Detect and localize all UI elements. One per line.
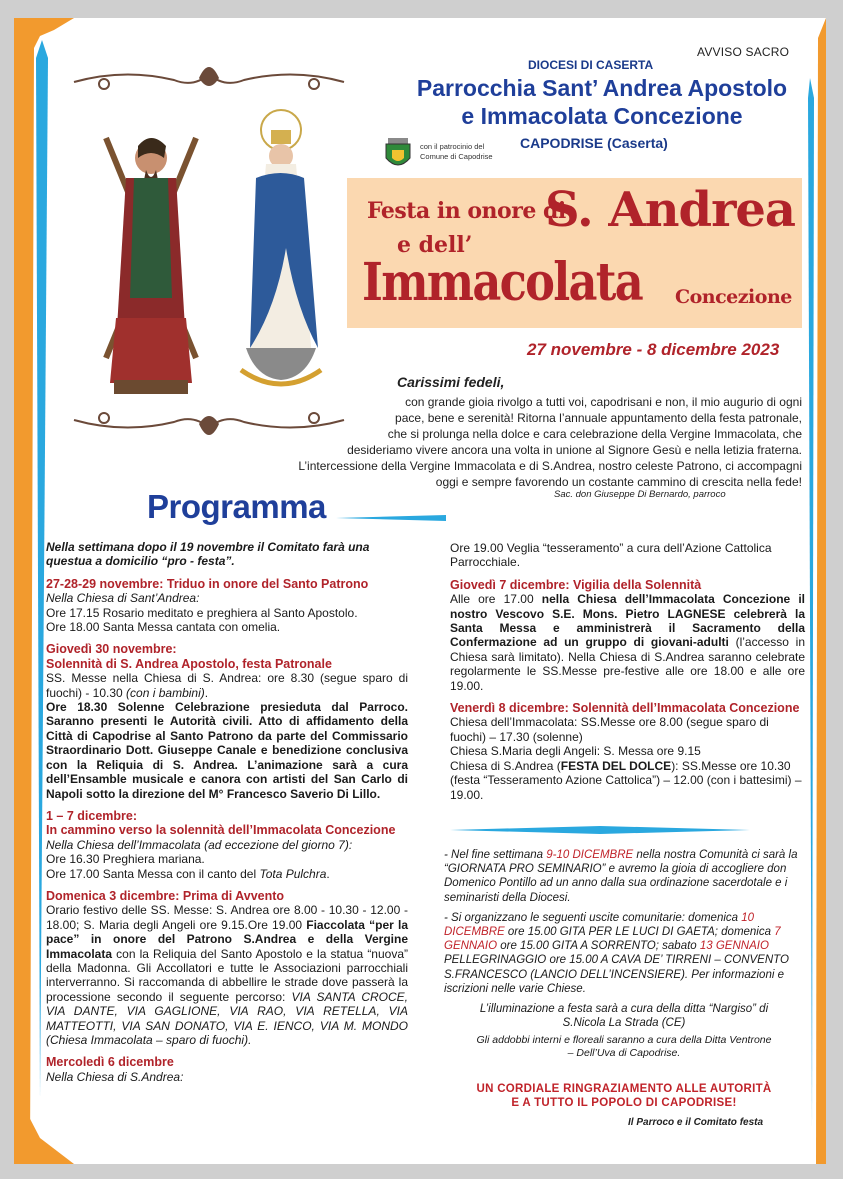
m6-veglia: Ore 19.00 Veglia “tesseramento” a cura dell’Azione Cattolica Parrocchiale. [450,541,772,570]
poster [14,18,826,1164]
d3-percorso: VIA SANTA CROCE, VIA DANTE, VIA GAGLIONE, VIA RAO, VIA RETELLA, VIA MATTEOTTI, VIA SAN DONATO, VIA E. IENCO, VIA M. MONDO (Chiesa Immacolata – sparo di fuochi). [46,989,408,1047]
note-text: nella nostra Comunità ci sarà la “GIORNATA PRO SEMINARIO” e avremo la gioia di accogliere don Domenico Pontillo ad un anno dalla sua ordinazione sacerdotale e i seminaristi della Diocesi. [444,849,798,904]
letter-line: oggi e sempre favorendo un costante cammino di crescita nella fede! [435,475,802,489]
note-addobbi: Gli addobbi interni e floreali saranno a cura della Ditta Ventrone – Dell’Uva di Capodrise. [476,1034,772,1060]
note-date: 9-10 DICEMBRE [546,849,634,861]
triduo-heading: 27-28-29 novembre: Triduo in onore del Santo Patrono [46,576,369,591]
program-left-column [46,540,408,1084]
note-seminario [444,848,804,905]
tota-pulchra: Tota Pulchra [259,866,327,881]
v8-item: Chiesa dell’Immacolata: SS.Messe ore 8.00 (segue sparo di fuochi) – 17.30 (solenne) [450,715,769,744]
notes-block [444,848,804,1060]
g30-solenne: Ore 18.30 Solenne Celebrazione presieduta dal Parroco. Saranno presenti le Autorità civili. Atto di affidamento della Città di Capodrise al Santo Patrono da parte del Commissario Straordinario Dott. Giuseppe Canale e benedizione conclusiva con la Reliquia di S. Andrea. L’animazione sarà a cura dell’Ensamble musicale e canora con artisti del San Carlo di Napoli sotto la direzione del M° Francesco Saverio Di Lillo. [46,700,408,801]
g7-vescovo: nella Chiesa dell’Immacolata Concezione il nostro Vescovo S.E. Mons. Pietro LAGNESE celebrerà la Santa Messa e amministrerà il Sacramento della Confermazione ad un gruppo di giovani-adulti [450,592,806,650]
ringraziamento [444,1082,804,1110]
d3-fiaccolata: Fiaccolata “per la pace” in onore del Patrono S.Andrea e della Vergine Immacolata [46,917,408,961]
avviso-sacro-label: AVVISO SACRO [697,45,790,59]
triduo-place: Nella Chiesa di Sant’Andrea: [46,591,200,606]
parish-title [402,74,802,130]
letter-line: che si prolunga nella dolce e cara celebrazione della Vergine Immacolata, che [387,427,802,441]
c17-heading-line2: In cammino verso la solennità dell’Immacolata Concezione [46,823,396,838]
g30-heading-line1: Giovedì 30 novembre: [46,642,177,657]
g7-time: Alle ore 17.00 [450,592,542,607]
c17-period: . [326,866,330,881]
note-text: PELLEGRINAGGIO ore 15.00 A CAVA DE’ TIRRENI – CONVENTO S.FRANCESCO (LANCIO DELL’INCENSIERE). Per informazioni e iscrizioni nelle varie Chiese. [444,954,789,995]
note-text: - Nel fine settimana [444,849,547,861]
parish-title-line2: e Immacolata Concezione [461,103,743,129]
c17-item-text: Ore 17.00 Santa Messa con il canto del [46,866,260,881]
g30-bambini: (con i bambini) [126,685,205,700]
d3-heading: Domenica 3 dicembre: Prima di Avvento [46,888,285,903]
town-label: CAPODRISE (Caserta) [520,135,668,151]
parish-title-line1: Parrocchia Sant’ Andrea Apostolo [416,75,788,101]
letter-line: pace, bene e serenità! Ritorna l’annuale appuntamento della festa patronale, [395,411,802,425]
note-date: 13 GENNAIO [699,940,769,953]
letter-body [254,394,802,490]
m6-heading: Mercoledì 6 dicembre [46,1055,174,1070]
program-right-column [450,541,805,802]
diocese-label: DIOCESI DI CASERTA [528,58,654,72]
v8-item [450,759,805,802]
note-text: ore 15.00 GITA A SORRENTO; sabato [497,940,700,953]
letter-greeting: Carissimi fedeli, [397,374,505,390]
g7-rest: (l’accesso in Chiesa sarà limitato). Nella Chiesa di S.Andrea saranno celebrate regolarmente le SS.Messe pre-festive alle ore 18.00 e alle ore 19.00. [450,635,806,693]
triduo-item: Ore 17.15 Rosario meditato e preghiera al Santo Apostolo. [46,605,358,620]
note-illuminazione: L’illuminazione a festa sarà a cura della ditta “Nargiso” di S.Nicola La Strada (CE) [479,1003,769,1030]
letter-signature: Sac. don Giuseppe Di Bernardo, parroco [554,489,726,500]
coat-of-arms-icon [382,136,414,172]
v8-item: Chiesa S.Maria degli Angeli: S. Messa ore 9.15 [450,744,701,759]
ornament-top [64,58,354,102]
c17-heading-line1: 1 – 7 dicembre: [46,808,138,823]
patronage-note [420,142,493,162]
triduo-item: Ore 18.00 Santa Messa cantata con omelia. [46,620,281,635]
ringraziamento-line2: E A TUTTO IL POPOLO DI CAPODRISE! [511,1097,737,1109]
note-uscite [444,911,804,996]
g30-heading [46,642,408,671]
v8-item-rest: ): SS.Messe ore 10.30 (festa “Tesseramento Azione Cattolica”) – 12.00 (con i battesimi) – 19.00. [450,758,802,802]
immacolata-statue-image [226,108,336,398]
patronage-line2: Comune di Capodrise [420,152,493,161]
programma-heading: Programma [147,488,326,525]
letter-line: L’intercessione della Vergine Immacolata e di S.Andrea, nostro celeste Patrono, ci accompagni [298,459,802,473]
g7-body [450,592,805,693]
c17-place: Nella Chiesa dell’Immacolata (ad eccezione del giorno 7): [46,837,353,852]
festa-title-immacolata: Immacolata [362,252,642,313]
g30-heading-line2: Solennità di S. Andrea Apostolo, festa Patronale [46,656,332,671]
patronage-line1: con il patrocinio del [420,142,485,151]
ringraziamento-line1: UN CORDIALE RINGRAZIAMENTO ALLE AUTORITÀ [476,1083,772,1095]
questua-note: Nella settimana dopo il 19 novembre il Comitato farà una questua a domicilio “pro - festa”. [46,540,370,569]
v8-item-text: Chiesa di S.Andrea ( [450,758,561,773]
c17-heading [46,809,408,838]
g30-messe [46,671,408,700]
g30-period: . [204,685,209,700]
programma-underline [336,515,446,521]
note-text: ore 15.00 GITA PER LE LUCI DI GAETA; domenica [504,926,775,939]
letter-line: desideriamo vivere ancora una volta in unione al Signore Gesù e nella letizia fraterna. [347,443,802,457]
d3-rest: con la Reliquia del Santo Apostolo e la statua “nuova” della Madonna. Gli Accollatori e tutte le Associazioni parrocchiali interverranno. Si raccomanda di abbellire le strade dove passerà la processione secondo il seguente percorso: [46,946,408,1004]
festa-title-prefix: Festa in onore di [367,198,566,224]
d3-orario: Orario festivo delle SS. Messe: S. Andrea ore 8.00 - 10.30 - 12.00 - 18.00; S. Maria degli Angeli ore 9.15.Ore 19.00 [46,903,408,932]
section-separator [450,826,750,834]
festa-title-andrea: S. Andrea [545,182,796,238]
m6-place: Nella Chiesa di S.Andrea: [46,1069,184,1084]
d3-body [46,903,408,1047]
v8-heading: Venerdì 8 dicembre: Solennità dell’Immacolata Concezione [450,701,800,716]
festa-title-dell: e dell’ [397,232,473,258]
saint-andrew-statue-image [76,118,226,398]
g7-heading: Giovedì 7 dicembre: Vigilia della Solennità [450,577,702,592]
note-text: - Si organizzano le seguenti uscite comunitarie: domenica [444,911,742,924]
festa-dates: 27 novembre - 8 dicembre 2023 [527,340,780,359]
c17-item [46,867,408,881]
festa-del-dolce: FESTA DEL DOLCE [560,758,672,773]
closing-signature: Il Parroco e il Comitato festa [628,1117,764,1128]
note-date: 10 DICEMBRE [444,911,755,939]
g30-messe-text: SS. Messe nella Chiesa di S. Andrea: ore 8.30 (segue sparo di fuochi) - 10.30 [46,671,408,700]
note-date: 7 GENNAIO [444,926,781,953]
festa-title-concezione: Concezione [675,286,792,308]
letter-line: con grande gioia rivolgo a tutti voi, capodrisani e non, il mio augurio di ogni [405,395,802,409]
c17-item: Ore 16.30 Preghiera mariana. [46,852,205,867]
